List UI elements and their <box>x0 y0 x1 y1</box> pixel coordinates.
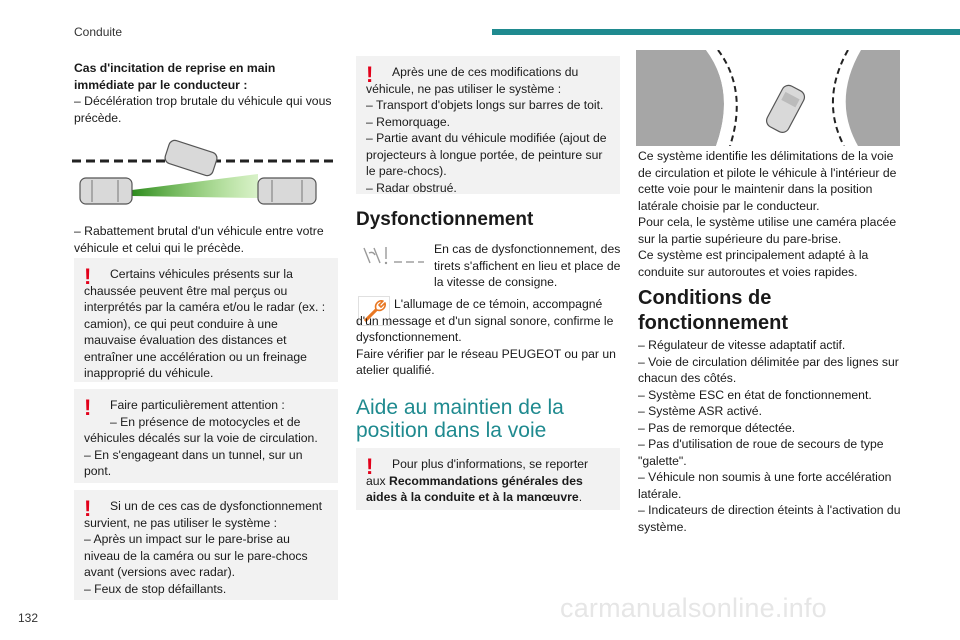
condition-item: – Pas de remorque détectée. <box>638 420 796 435</box>
lane-system-usage: Ce système est principalement adapté à la conduite sur autoroutes et voies rapides. <box>638 248 869 279</box>
warning-exclamation-icon: ! <box>84 264 92 289</box>
section-title: Conduite <box>74 25 123 39</box>
warning-modifications-item-2: – Remorquage. <box>366 114 451 129</box>
warning-attention-item-2: – En s'engageant dans un tunnel, sur un pont. <box>84 447 303 478</box>
dysfunction-light-text: L'allumage de ce témoin, accompagné d'un message et d'un signal sonore, confirme le dysfonctionnement. <box>356 297 614 344</box>
page-number: 132 <box>18 611 39 625</box>
warning-camera-text: Certains véhicules présents sur la chaussée peuvent être mal perçus ou interprétés par la caméra et/ou le radar (ex. : camion), ce qui peut conduire à une mauvaise évaluation des distances et entraîner une accélération ou un freinage inapproprié du véhicule. <box>84 267 326 380</box>
condition-item: – Pas d'utilisation de roue de secours de type "galette". <box>638 437 884 468</box>
chapter-title-lane-keeping: Aide au maintien de la position dans la voie <box>356 396 564 442</box>
warning-exclamation-icon: ! <box>366 62 374 87</box>
warning-malfunction-item-1: – Après un impact sur le pare-brise au niveau de la caméra ou sur le pare-chocs avant (versions avec radar). <box>84 532 308 579</box>
warning-exclamation-icon: ! <box>84 395 92 420</box>
header-accent-bar <box>492 29 960 35</box>
dysfunction-dashes-text: En cas de dysfonctionnement, des tirets s'affichent en lieu et place de la vitesse de consigne. <box>434 242 621 289</box>
condition-item: – Indicateurs de direction éteints à l'activation du système. <box>638 503 901 534</box>
watermark-text: carmanualsonline.info <box>560 593 827 623</box>
warning-box-attention <box>74 389 338 483</box>
column-3 <box>638 148 904 280</box>
info-recommendations-text <box>366 456 610 506</box>
warning-box-malfunction <box>74 490 338 600</box>
cut-in-illustration <box>70 130 338 210</box>
condition-item: – Véhicule non soumis à une forte accélération latérale. <box>638 470 892 501</box>
column-1 <box>74 60 338 126</box>
warning-attention-item-1: – En présence de motocycles et de véhicules décalés sur la voie de circulation. <box>84 414 318 445</box>
incitation-item-2: – Rabattement brutal d'un véhicule entre votre véhicule et celui qui le précède. <box>74 224 324 255</box>
warning-box-modifications <box>356 56 620 194</box>
incitation-heading: Cas d'incitation de reprise en main immédiate par le conducteur : <box>74 61 276 92</box>
condition-item: – Système ASR activé. <box>638 404 762 418</box>
condition-item: – Régulateur de vitesse adaptatif actif. <box>638 338 846 352</box>
warning-modifications-item-1: – Transport d'objets longs sur barres de toit. <box>366 98 604 112</box>
condition-item: – Voie de circulation délimitée par des lignes sur chacun des côtés. <box>638 354 899 385</box>
warning-attention-intro: Faire particulièrement attention : <box>110 398 285 412</box>
warning-modifications-intro: Après une de ces modifications du véhicule, ne pas utiliser le système : <box>366 65 579 96</box>
dysfunction-icon2-block <box>356 296 622 379</box>
conditions-list <box>638 337 904 535</box>
section-heading-dysfonctionnement: Dysfonctionnement <box>356 209 534 230</box>
lane-system-description: Ce système identifie les délimitations de la voie de circulation et pilote le véhicule à l'intérieur de cette voie pour le maintenir dans la position latérale choisie par le conducteur. <box>638 149 897 213</box>
warning-modifications-item-3: – Partie avant du véhicule modifiée (ajout de projecteurs à longue portée, de peinture sur le pare-chocs). <box>366 131 607 178</box>
dysfunction-icon1-text <box>434 241 622 291</box>
lane-keep-dash-icon <box>360 243 426 267</box>
info-suffix: . <box>578 490 583 504</box>
warning-malfunction-intro: Si un de ces cas de dysfonctionnement survient, ne pas utiliser le système : <box>84 499 323 530</box>
warning-exclamation-icon: ! <box>366 454 374 479</box>
section-heading-conditions: Conditions de fonctionnement <box>638 287 788 334</box>
warning-exclamation-icon: ! <box>84 496 92 521</box>
info-prefix: Pour plus d'informations, se reporter aux <box>366 457 589 488</box>
lane-position-illustration <box>636 50 900 146</box>
warning-malfunction-item-2: – Feux de stop défaillants. <box>84 581 227 596</box>
column-1b <box>74 223 338 256</box>
dysfunction-peugeot-text: Faire vérifier par le réseau PEUGEOT ou par un atelier qualifié. <box>356 346 616 377</box>
condition-item: – Système ESC en état de fonctionnement. <box>638 387 872 402</box>
warning-box-camera <box>74 258 338 382</box>
warning-modifications-item-4: – Radar obstrué. <box>366 180 457 195</box>
lane-system-camera: Pour cela, le système utilise une caméra placée sur la partie supérieure du pare-brise. <box>638 215 897 246</box>
incitation-item-1: – Décélération trop brutale du véhicule qui vous précède. <box>74 94 332 125</box>
info-box-recommendations <box>356 448 620 510</box>
info-bold-link: Recommandations générales des aides à la conduite et à la manœuvre <box>366 473 583 504</box>
